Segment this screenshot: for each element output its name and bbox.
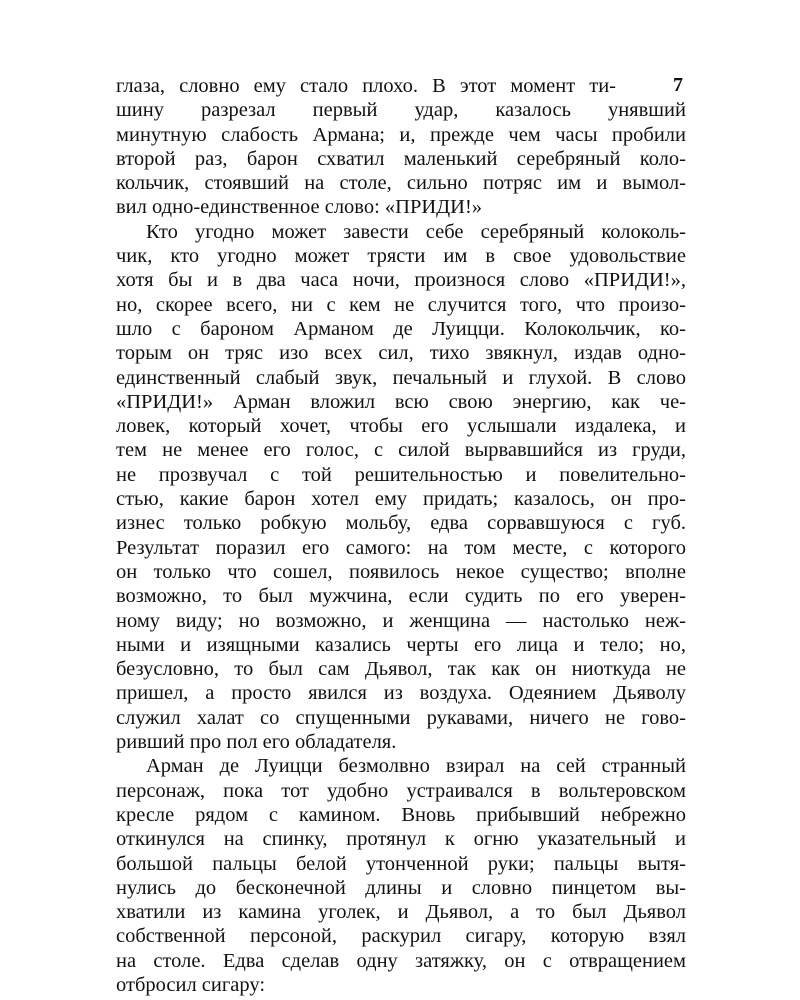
- text-line: служил халат со спущенными рукавами, ничего не гово-: [116, 706, 686, 729]
- text-line: Результат поразил его самого: на том месте, с которого: [116, 536, 686, 559]
- text-line: Кто угодно может завести себе серебряный колоколь-: [146, 220, 686, 243]
- text-line: изнес только робкую мольбу, едва сорвавшуюся с губ.: [116, 512, 686, 535]
- text-line: хватили из камина уголек, и Дьявол, а то был Дьявол: [116, 901, 686, 924]
- text-line: нулись до бесконечной длины и словно пинцетом вы-: [116, 876, 686, 899]
- text-line: персонаж, пока тот удобно устраивался в вольтеровском: [116, 779, 686, 802]
- text-line: отбросил сигару:: [116, 973, 266, 996]
- text-line: но, скорее всего, ни с кем не случится того, что произо-: [116, 293, 686, 316]
- text-line: стью, какие барон хотел ему придать; казалось, он про-: [116, 488, 686, 511]
- text-line: шло с бароном Арманом де Луицци. Колокольчик, ко-: [116, 317, 686, 340]
- text-line: собственной персоной, раскурил сигару, которую взял: [116, 925, 686, 948]
- text-line: Арман де Луицци безмолвно взирал на сей странный: [146, 755, 686, 778]
- text-line: чик, кто угодно может трясти им в свое удовольствие: [116, 245, 686, 268]
- text-line: минутную слабость Армана; и, прежде чем часы пробили: [116, 123, 686, 146]
- text-line: ловек, который хочет, чтобы его услышали издалека, и: [116, 415, 686, 438]
- text-line: хотя бы и в два часа ночи, произнося слово «ПРИДИ!»,: [116, 269, 686, 292]
- text-line: кольчик, стоявший на столе, сильно потряс им и вымол-: [116, 172, 686, 195]
- text-line: откинулся на спинку, протянул к огню указательный и: [116, 828, 686, 851]
- text-line: шину разрезал первый удар, казалось унявший: [116, 99, 686, 122]
- text-line: «ПРИДИ!» Арман вложил всю свою энергию, как че-: [116, 390, 686, 413]
- text-line: большой пальцы белой утонченной руки; пальцы вытя-: [116, 852, 686, 875]
- text-line: торым он тряс изо всех сил, тихо звякнул, издав одно-: [116, 342, 686, 365]
- text-line: безусловно, то был сам Дьявол, так как он ниоткуда не: [116, 658, 686, 681]
- text-line: ными и изящными казались черты его лица и тело; но,: [116, 633, 686, 656]
- text-line: он только что сошел, появилось некое существо; вполне: [116, 560, 686, 583]
- text-line: единственный слабый звук, печальный и глухой. В слово: [116, 366, 686, 389]
- text-line: не прозвучал с той решительностью и повелительно-: [116, 463, 686, 486]
- text-line: глаза, словно ему стало плохо. В этот момент ти-: [116, 75, 616, 97]
- text-line: ривший про пол его обладателя.: [116, 731, 397, 754]
- text-line: ному виду; но возможно, и женщина — настолько неж-: [116, 609, 686, 632]
- text-line: тем не менее его голос, с силой вырвавшийся из груди,: [116, 439, 686, 462]
- text-line: вил одно-единственное слово: «ПРИДИ!»: [116, 196, 483, 219]
- text-line: пришел, а просто явился из воздуха. Одеянием Дьяволу: [116, 682, 686, 705]
- text-line: кресле рядом с камином. Вновь прибывший небрежно: [116, 803, 686, 826]
- body-text: [116, 74, 686, 997]
- text-line: на столе. Едва сделав одну затяжку, он с отвращением: [116, 949, 686, 972]
- text-line: второй раз, барон схватил маленький серебряный коло-: [116, 147, 686, 170]
- text-line: возможно, то был мужчина, если судить по его уверен-: [116, 585, 686, 608]
- page-number: 7: [673, 74, 683, 96]
